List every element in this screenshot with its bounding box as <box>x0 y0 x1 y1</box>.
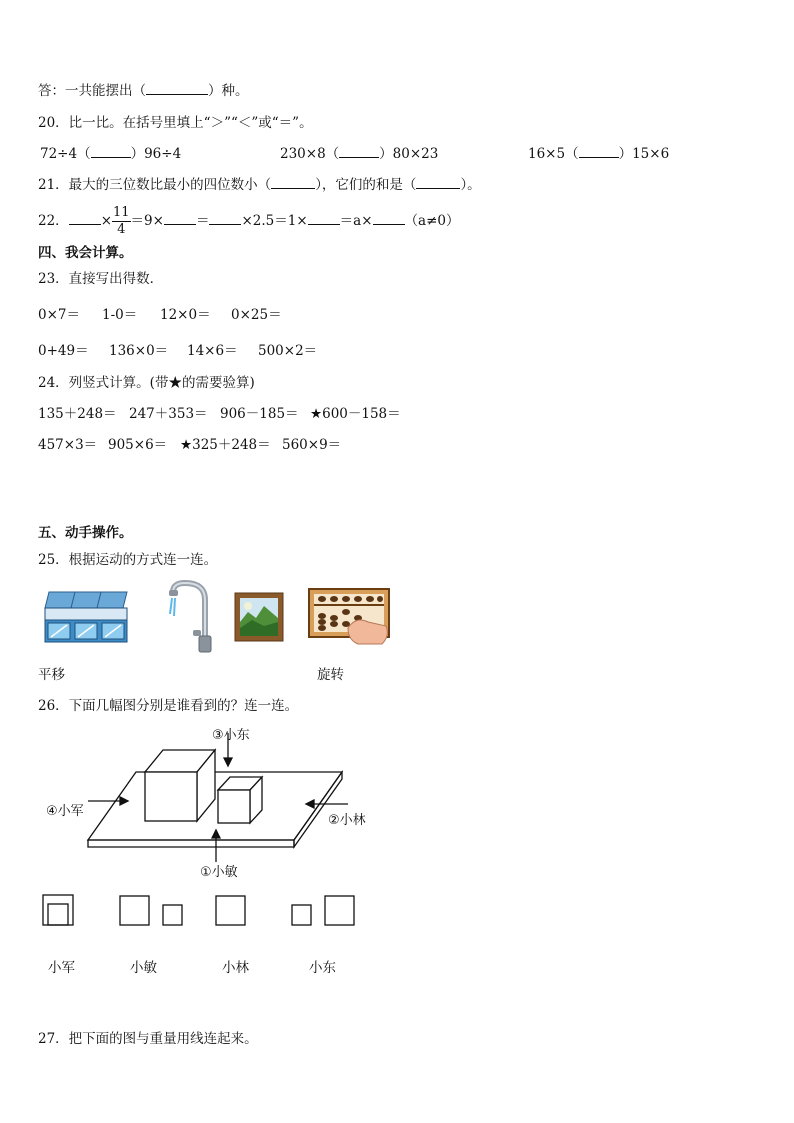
q19-answer-prefix: 答：一共能摆出（ <box>38 83 146 99</box>
q20-item-1-right: ）96÷4 <box>130 146 182 162</box>
q24-row-1-item-1: 135＋248＝ <box>38 406 117 422</box>
q22-blank-5[interactable] <box>373 212 405 225</box>
q22-condition: （a≠0） <box>404 213 460 229</box>
q20-title: 20．比一比。在括号里填上“＞”“＜”或“＝”。 <box>38 115 313 131</box>
section-5-heading: 五、动手操作。 <box>38 525 133 541</box>
q22-eq-1: ＝9× <box>130 213 164 229</box>
q26-cubes-diagram <box>40 722 380 882</box>
q20-item-1 <box>40 145 181 163</box>
view-option-4 <box>292 896 354 925</box>
q23-row-2-item-1: 0+49＝ <box>38 343 89 359</box>
q22-line <box>38 203 459 239</box>
q24-row-2-item-1: 457×3＝ <box>38 437 98 453</box>
q25-label-rotation: 旋转 <box>317 667 344 683</box>
q23-row-1-item-4: 0×25＝ <box>231 307 282 323</box>
q26-view-options <box>40 892 360 932</box>
q21-line <box>38 176 481 194</box>
q24-title: 24．列竖式计算。(带★的需要验算) <box>38 375 255 391</box>
board-front <box>88 840 294 847</box>
q22-eq-4: ＝a× <box>339 213 373 229</box>
q24-row-2-item-2: 905×6＝ <box>108 437 168 453</box>
q21-part-2: ），它们的和是（ <box>315 177 417 193</box>
q19-answer-suffix: ）种。 <box>208 83 249 99</box>
q20-item-2 <box>280 145 438 163</box>
q24-row-2-item-3: ★325＋248＝ <box>180 437 271 453</box>
q20-item-2-right: ）80×23 <box>379 146 439 162</box>
q22-label: 22． <box>38 213 69 229</box>
q22-times: × <box>100 213 112 229</box>
q19-answer-blank[interactable] <box>146 82 208 95</box>
q20-item-1-left: 72÷4（ <box>40 146 91 162</box>
q21-blank-1[interactable] <box>271 176 315 189</box>
section-4-heading: 四、我会计算。 <box>38 245 133 261</box>
q20-item-3-right: ）15×6 <box>618 146 670 162</box>
q22-eq-2: ＝ <box>195 213 210 229</box>
q26-name-4: 小东 <box>309 960 336 976</box>
view-option-3 <box>216 896 245 925</box>
water-faucet-image <box>165 580 215 654</box>
q23-row-2-item-2: 136×0＝ <box>109 343 169 359</box>
q24-row-1-item-3: 906－185＝ <box>220 406 299 422</box>
view-option-2 <box>120 896 182 925</box>
q26-name-2: 小敏 <box>130 960 157 976</box>
q26-title: 26．下面几幅图分别是谁看到的？连一连。 <box>38 698 299 714</box>
viewer-label-bottom: ①小敏 <box>200 865 238 880</box>
q24-row-1-item-4: ★600－158＝ <box>310 406 401 422</box>
q25-label-translation: 平移 <box>38 667 65 683</box>
q20-item-3-blank[interactable] <box>579 145 619 158</box>
framed-painting-image <box>234 592 284 642</box>
view-option-1 <box>43 895 73 925</box>
viewer-label-top: ③小东 <box>212 728 250 743</box>
q26-name-3: 小林 <box>222 960 249 976</box>
board-side <box>294 772 342 847</box>
q23-row-1-item-2: 1-0＝ <box>102 307 138 323</box>
q21-blank-2[interactable] <box>416 176 460 189</box>
q22-fraction <box>112 205 131 238</box>
q23-title: 23．直接写出得数． <box>38 271 164 287</box>
q20-item-1-blank[interactable] <box>91 145 131 158</box>
q22-blank-4[interactable] <box>308 212 340 225</box>
q20-item-2-blank[interactable] <box>339 145 379 158</box>
q25-title: 25．根据运动的方式连一连。 <box>38 552 218 568</box>
viewer-label-right: ②小林 <box>328 813 366 828</box>
q21-part-1: 21．最大的三位数比最小的四位数小（ <box>38 177 272 193</box>
q20-item-3 <box>528 145 669 163</box>
drawer-cabinet-image <box>43 590 129 645</box>
q24-row-1-item-2: 247＋353＝ <box>129 406 208 422</box>
q23-row-2-item-4: 500×2＝ <box>258 343 318 359</box>
q22-fraction-numerator: 11 <box>113 205 130 220</box>
q23-row-1-item-1: 0×7＝ <box>38 307 80 323</box>
q22-blank-2[interactable] <box>164 212 196 225</box>
viewer-label-left: ④小军 <box>46 804 84 819</box>
q22-eq-3: ×2.5＝1× <box>241 213 308 229</box>
q26-name-1: 小军 <box>48 960 75 976</box>
q27-title: 27．把下面的图与重量用线连起来。 <box>38 1031 258 1047</box>
q21-part-3: ）。 <box>460 177 481 193</box>
q23-row-2-item-3: 14×6＝ <box>187 343 238 359</box>
q23-row-1-item-3: 12×0＝ <box>160 307 211 323</box>
q22-blank-3[interactable] <box>209 212 241 225</box>
q19-answer-line <box>38 82 249 100</box>
q24-row-2-item-4: 560×9＝ <box>282 437 342 453</box>
q22-fraction-denominator: 4 <box>117 222 126 237</box>
q20-item-3-left: 16×5（ <box>528 146 579 162</box>
q20-item-2-left: 230×8（ <box>280 146 340 162</box>
abacus-image <box>308 588 390 646</box>
q22-blank-1[interactable] <box>69 212 101 225</box>
